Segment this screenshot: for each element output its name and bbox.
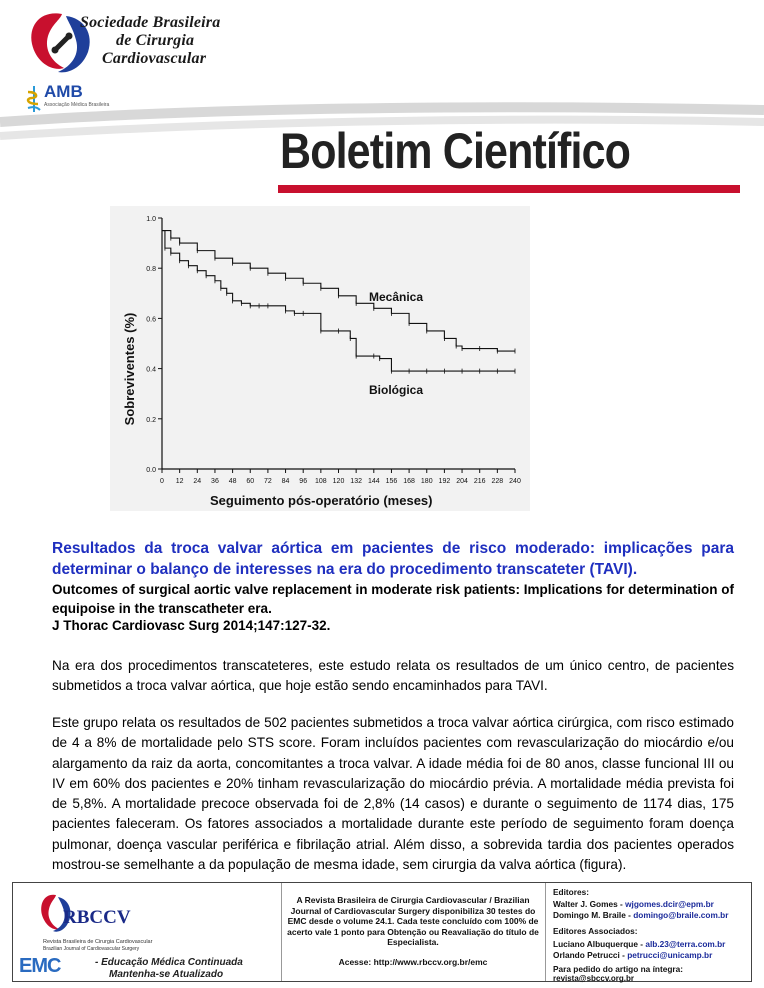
x-tick-label: 204: [456, 478, 468, 485]
article-title: Resultados da troca valvar aórtica em pacientes de risco moderado: implicações para determinar o balanço de interesses na era do procedimento transcateter (TAVI).: [52, 540, 734, 578]
title-underline-bar: [278, 185, 740, 193]
x-tick-label: 216: [473, 478, 486, 485]
editors-label: Editores:: [553, 887, 589, 897]
y-axis-label: Sobreviventes (%): [122, 312, 137, 426]
x-tick-label: 36: [211, 478, 219, 485]
editor-2: Domingo M. Braile - domingo@braile.com.br: [553, 910, 729, 920]
emc-logo: EMC: [19, 955, 61, 977]
footer-emc-info: A Revista Brasileira de Cirurgia Cardiovascular / Brazilian Journal of Cardiovascular Surgery disponibiliza 30 testes do EMC desde o volume 24.1. Cada teste concluído com 100% de acerto vale 1 ponto para Obtenção ou Reavaliação do título de Especialista.: [287, 895, 539, 947]
assoc-editor-2-email[interactable]: petrucci@unicamp.br: [627, 950, 713, 960]
x-axis-label: Seguimento pós-operatório (meses): [210, 493, 433, 508]
survival-chart-svg: [110, 206, 530, 511]
x-tick-label: 168: [403, 478, 415, 485]
footer-access: [285, 957, 541, 967]
x-tick-label: 120: [332, 478, 345, 485]
amb-subtitle: Associação Médica Brasileira: [44, 102, 110, 108]
society-name-line-1: Sociedade Brasileira: [80, 14, 221, 31]
y-tick-label: 0.2: [146, 416, 156, 424]
x-tick-label: 0: [160, 478, 164, 485]
editor-1-email[interactable]: wjgomes.dcir@epm.br: [625, 899, 714, 909]
x-tick-label: 12: [175, 478, 184, 485]
society-name-line-3: Cardiovascular: [102, 50, 207, 67]
x-tick-label: 48: [228, 478, 237, 485]
access-link[interactable]: http://www.rbccv.org.br/emc: [373, 957, 488, 967]
article-reference: J Thorac Cardiovasc Surg 2014;147:127-32.: [52, 618, 331, 633]
order-label: Para pedido do artigo na íntegra:: [553, 964, 683, 974]
rbccv-subtitle-pt: Revista Brasileira de Cirurgia Cardiovascular: [43, 939, 153, 945]
y-tick-label: 0.8: [146, 266, 156, 274]
x-tick-label: 96: [299, 478, 308, 485]
society-name-line-2: de Cirurgia: [116, 32, 195, 49]
editor-1: Walter J. Gomes - wjgomes.dcir@epm.br: [553, 899, 714, 909]
assoc-editor-1-email[interactable]: alb.23@terra.com.br: [645, 939, 726, 949]
x-tick-label: 144: [367, 478, 380, 485]
x-tick-label: 108: [315, 478, 327, 485]
x-tick-label: 72: [264, 478, 272, 485]
amb-label: AMB: [44, 82, 83, 101]
access-label: Acesse:: [338, 957, 374, 967]
assoc-editors-label: Editores Associados:: [553, 926, 638, 936]
x-tick-label: 180: [420, 478, 433, 485]
survival-chart: [110, 206, 530, 511]
rbccv-label: RBCCV: [63, 907, 131, 928]
bulletin-title: Boletim Científico: [280, 123, 631, 179]
y-tick-label: 0.4: [146, 366, 156, 374]
article-paragraph-1: Na era dos procedimentos transcateteres, este estudo relata os resultados de um único centro, de pacientes submetidos a troca valvar aórtica, que hoje estão sendo encaminhados para TAVI.: [52, 658, 734, 694]
y-tick-label: 0.6: [146, 316, 156, 324]
editor-2-email[interactable]: domingo@braile.com.br: [633, 910, 729, 920]
assoc-editor-2: Orlando Petrucci - petrucci@unicamp.br: [553, 950, 713, 960]
x-tick-label: 24: [193, 478, 202, 485]
article-paragraph-2: Este grupo relata os resultados de 502 pacientes submetidos a troca valvar aórtica cirúrgica, com risco estimado de 4 a 8% de mortalidade pelo STS score. Foram incluídos pacientes com revascularização do miocárdio e/ou alargamento da raiz da aorta, concomitantes a troca valvar. A idade média foi de 80 anos, classe funcional III ou IV em 60% dos pacientes e 20% tinham revascularização do miocárdio prévia. A mortalidade média prevista foi de 5,8%. A mortalidade precoce observada foi de 2,8% (14 casos) e durante o seguimento de 1174 dias, 175 pacientes faleceram. Os fatores associados a mortalidade durante este período de seguimento foram doença pulmonar, doença vascular periférica e fibrilação atrial. Além disso, a sobrevida tardia dos pacientes operados mostrou-se semelhante a da população de mesma idade, sem cirurgia da valva aórtica (figura).: [52, 715, 734, 873]
x-tick-label: 60: [246, 478, 255, 485]
rbccv-subtitle-en: Brazilian Journal of Cardiovascular Surgery: [43, 946, 140, 952]
order-email[interactable]: revista@sbccv.org.br: [553, 974, 635, 983]
x-tick-label: 84: [281, 478, 290, 485]
x-tick-label: 156: [385, 478, 398, 485]
x-tick-label: 228: [491, 478, 504, 485]
emc-tagline-1: - Educação Médica Continuada: [95, 957, 243, 968]
emc-tagline-2: Mantenha-se Atualizado: [109, 969, 224, 980]
x-tick-label: 192: [438, 478, 451, 485]
article-subtitle: Outcomes of surgical aortic valve replacement in moderate risk patients: Implications for determination of equipoise in the transcatheter era.: [52, 582, 734, 616]
assoc-editor-1: Luciano Albuquerque - alb.23@terra.com.br: [553, 939, 726, 949]
x-tick-label: 132: [350, 478, 362, 485]
x-tick-label: 240: [509, 478, 521, 485]
annotation-mecanica: Mecânica: [369, 290, 424, 304]
y-tick-label: 1.0: [146, 216, 156, 223]
annotation-biologica: Biológica: [369, 383, 424, 397]
footer-divider: [545, 883, 546, 981]
footer-box: [12, 882, 752, 982]
footer-divider: [281, 883, 282, 981]
y-tick-label: 0.0: [146, 467, 156, 474]
